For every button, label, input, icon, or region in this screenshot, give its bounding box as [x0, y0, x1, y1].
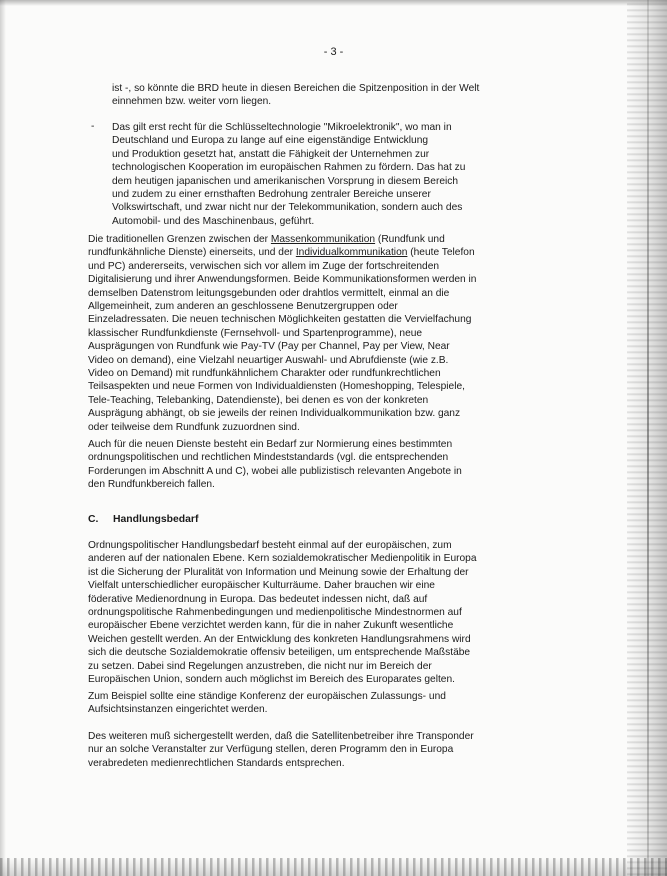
paragraph-communication-boundaries [88, 233, 476, 434]
text-line: Video on Demand) mit rundfunkähnlichem Charakter oder rundfunkrechtlichen [88, 368, 441, 380]
text-line: dem heutigen japanischen und amerikanischen Vorsprung in diesem Bereich [112, 175, 459, 187]
text-line: oder teilweise dem Rundfunk zuzuordnen sind. [88, 421, 300, 433]
text-line: demselben Datenstrom leitungsgebunden oder drahtlos vermittelt, einmal an die [88, 287, 450, 299]
text-segment: (Rundfunk und [375, 234, 445, 245]
text-line [88, 246, 476, 259]
text-line: technologischen Kooperation im europäischen Rahmen zu fördern. Das hat zu [112, 162, 466, 174]
scan-edge-bottom [0, 858, 667, 876]
text-line: Zum Beispiel sollte eine ständige Konferenz der europäischen Zulassungs- und [88, 691, 446, 702]
text-line: Allgemeinheit, zum anderen an geschlossene Benutzergruppen oder [88, 301, 398, 313]
paragraph-regulatory-need [88, 539, 477, 686]
text-segment: Die traditionellen Grenzen zwischen der [88, 234, 271, 245]
text-line: und zudem zu einer ernsthaften Bedrohung zentraler Bereiche unserer [112, 189, 431, 201]
text-line: einnehmen bzw. weiter vorn liegen. [112, 96, 272, 108]
underlined-term-individualkommunikation: Individualkommunikation [295, 247, 408, 259]
scan-edge-top [0, 0, 667, 6]
bullet-paragraph [112, 121, 465, 228]
text-line: ordnungspolitischen und rechtlichen Mindeststandards (vgl. die entsprechenden [88, 452, 449, 464]
paragraph-conference [88, 690, 446, 717]
text-segment: rundfunkähnliche Dienste) einerseits, und der [88, 247, 296, 259]
section-heading [88, 514, 198, 525]
text-line: Video on demand), eine Vielzahl neuartiger Auswahl- und Abrufdienste (wie z.B. [88, 354, 449, 366]
text-line: Europäischen Union, sondern auch möglichst im Bereich des Europarates gelten. [88, 674, 455, 686]
text-line: Aufsichtsinstanzen eingerichtet werden. [88, 704, 268, 716]
text-line: Vielfalt unterschiedlicher europäischer Kulturräume. Daher brauchen wir eine [88, 580, 435, 592]
text-line: nur an solche Veranstalter zur Verfügung stellen, deren Programm den in Europa [88, 744, 454, 756]
text-line: Auch für die neuen Dienste besteht ein Bedarf zur Normierung eines bestimmten [88, 439, 453, 450]
text-line: Ausprägungen von Rundfunk wie Pay-TV (Pay per Channel, Pay per View, Near [88, 341, 450, 353]
text-line: verabredeten medienrechtlichen Standards entsprechen. [88, 757, 345, 769]
text-line: anderen auf der nationalen Ebene. Kern sozialdemokratischer Medienpolitik in Europa [88, 553, 477, 565]
text-line: Volkswirtschaft, und zwar nicht nur der Telekommunikation, sondern auch des [112, 202, 463, 214]
continuation-paragraph [112, 82, 479, 109]
text-line: und Produktion gesetzt hat, anstatt die Fähigkeit der Unternehmen zur [112, 148, 430, 160]
section-number: C. [88, 514, 99, 525]
paragraph-satellite-operators [88, 730, 474, 770]
text-line: europäischer Ebene verzichtet werden kann, für die in naher Zukunft wesentliche [88, 620, 454, 632]
text-line: Weichen gestellt werden. An der Entwicklung des konkreten Handlungsrahmens wird [88, 633, 471, 645]
text-line: zu setzen. Dabei sind Regelungen anzustreben, die nicht nur im Bereich der [88, 660, 432, 672]
text-line: Automobil- und des Maschinenbaus, geführt. [112, 215, 315, 227]
text-line: klassischer Rundfunkdienste (Fernsehvoll- und Spartenprogramme), neue [88, 327, 423, 339]
section-title: Handlungsbedarf [113, 514, 199, 525]
text-line: sich die deutsche Sozialdemokratie offensiv beteiligen, um entsprechende Maßstäbe [88, 647, 471, 659]
underlined-term-massenkommunikation: Massenkommunikation [270, 234, 376, 245]
text-line: Digitalisierung und ihrer Anwendungsformen. Beide Kommunikationsformen werden in [88, 274, 477, 286]
text-line: Teilsaspekten und neue Formen von Individualdiensten (Homeshopping, Telespiele, [88, 381, 465, 393]
text-line: Ordnungspolitischer Handlungsbedarf besteht einmal auf der europäischen, zum [88, 540, 452, 551]
bullet-marker: - [91, 121, 95, 132]
text-line: ist -, so könnte die BRD heute in diesen Bereichen die Spitzenposition in der Welt [112, 83, 480, 94]
text-line: föderative Medienordnung in Europa. Das bedeutet indessen nicht, daß auf [88, 593, 428, 605]
text-line: und PC) andererseits, verwischen sich vor allem im Zuge der fortschreitenden [88, 260, 440, 272]
text-line: Das gilt erst recht für die Schlüsseltechnologie "Mikroelektronik", wo man in [112, 122, 452, 133]
text-line: den Rundfunkbereich fallen. [88, 479, 215, 491]
text-line: ist die Sicherung der Pluralität von Information und Meinung sowie der Erhaltung der [88, 566, 469, 578]
text-line [88, 233, 476, 246]
text-line: Deutschland und Europa zu lange auf eine eigenständige Entwicklung [112, 135, 429, 147]
text-segment: (heute Telefon [407, 247, 475, 259]
scan-edge-right-line [647, 0, 649, 876]
paragraph-new-services [88, 438, 462, 492]
text-line: Des weiteren muß sichergestellt werden, daß die Satellitenbetreiber ihre Transponder [88, 731, 474, 742]
scan-edge-left [0, 0, 6, 876]
text-line: Forderungen im Abschnitt A und C), wobei alle publizistisch relevanten Angebote in [88, 465, 462, 477]
text-line: Ausprägung abhängt, ob sie jeweils der reinen Individualkommunikation bzw. ganz [88, 408, 461, 420]
text-line: Tele-Teaching, Telebanking, Datendienste), bei denen es von der konkreten [88, 394, 429, 406]
text-line: Einzeladressaten. Die neuen technischen Möglichkeiten gestatten die Vervielfachung [88, 314, 472, 326]
text-line: ordnungspolitische Rahmenbedingungen und medienpolitische Mindestnormen auf [88, 607, 462, 619]
page-number: - 3 - [323, 46, 344, 58]
